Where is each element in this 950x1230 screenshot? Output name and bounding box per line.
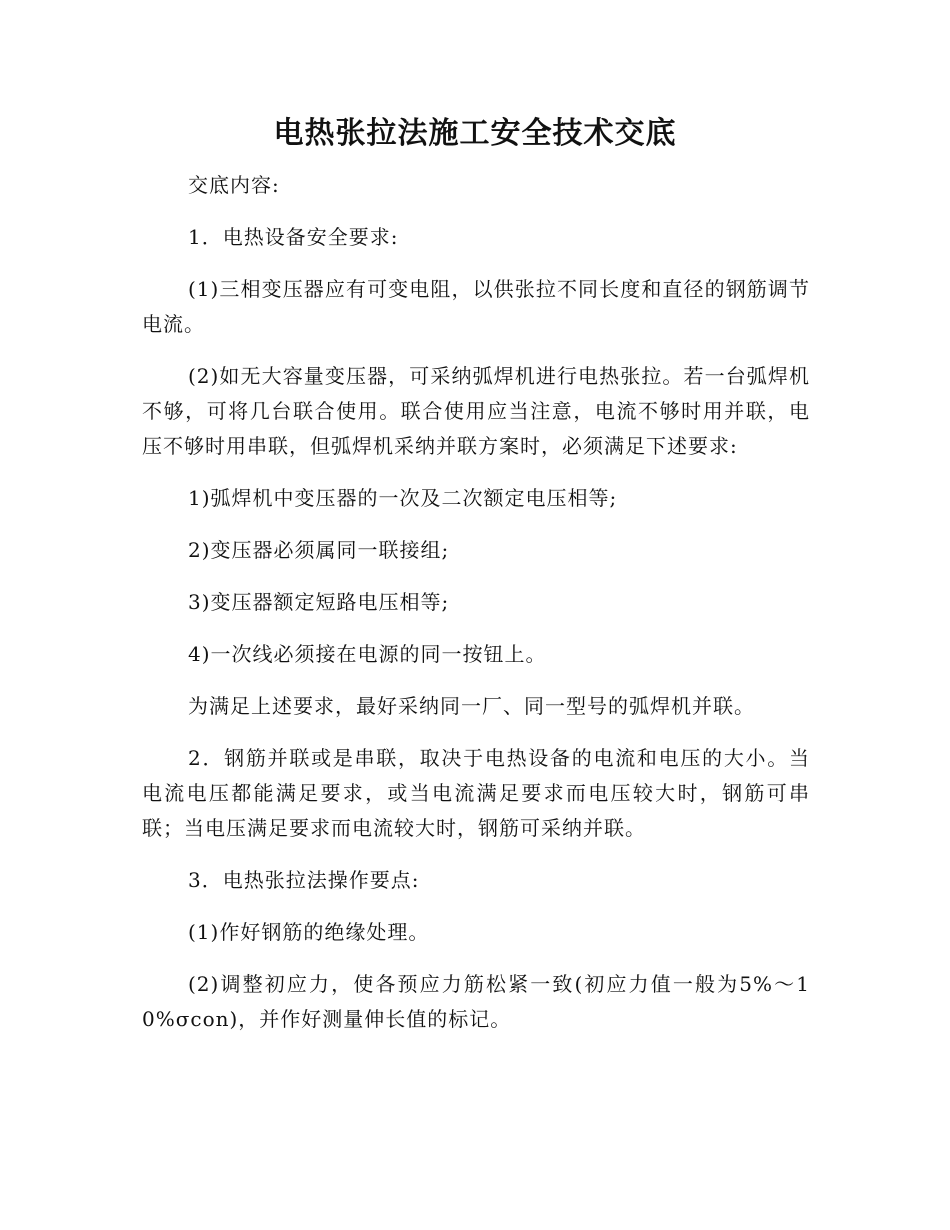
paragraph-item-1: (1)三相变压器应有可变电阻，以供张拉不同长度和直径的钢筋调节电流。: [142, 277, 810, 336]
paragraph-subitem-3: 3)变压器额定短路电压相等;: [188, 590, 450, 614]
document-body: [142, 168, 810, 1054]
paragraph-intro: 交底内容:: [188, 173, 280, 197]
document-title: 电热张拉法施工安全技术交底: [273, 116, 677, 151]
paragraph-step-2: (2)调整初应力，使各预应力筋松紧一致(初应力值一般为5%～10%σcon)，并作好测量伸长值的标记。: [142, 972, 810, 1031]
paragraph-subitem-1: 1)弧焊机中变压器的一次及二次额定电压相等;: [188, 486, 618, 510]
paragraph-note: 为满足上述要求，最好采纳同一厂、同一型号的弧焊机并联。: [188, 694, 755, 718]
paragraph-section-3-heading: 3．电热张拉法操作要点:: [188, 868, 420, 892]
paragraph-subitem-4: 4)一次线必须接在电源的同一按钮上。: [188, 642, 547, 666]
paragraph-subitem-2: 2)变压器必须属同一联接组;: [188, 538, 450, 562]
paragraph-item-2: (2)如无大容量变压器，可采纳弧焊机进行电热张拉。若一台弧焊机不够，可将几台联合使用。联合使用应当注意，电流不够时用并联，电压不够时用串联，但弧焊机采纳并联方案时，必须满足下述要求:: [142, 364, 810, 458]
paragraph-step-1: (1)作好钢筋的绝缘处理。: [188, 920, 430, 944]
paragraph-section-2: 2．钢筋并联或是串联，取决于电热设备的电流和电压的大小。当电流电压都能满足要求，或当电流满足要求而电压较大时，钢筋可串联；当电压满足要求而电流较大时，钢筋可采纳并联。: [142, 746, 810, 840]
paragraph-section-1-heading: 1．电热设备安全要求:: [188, 225, 399, 249]
